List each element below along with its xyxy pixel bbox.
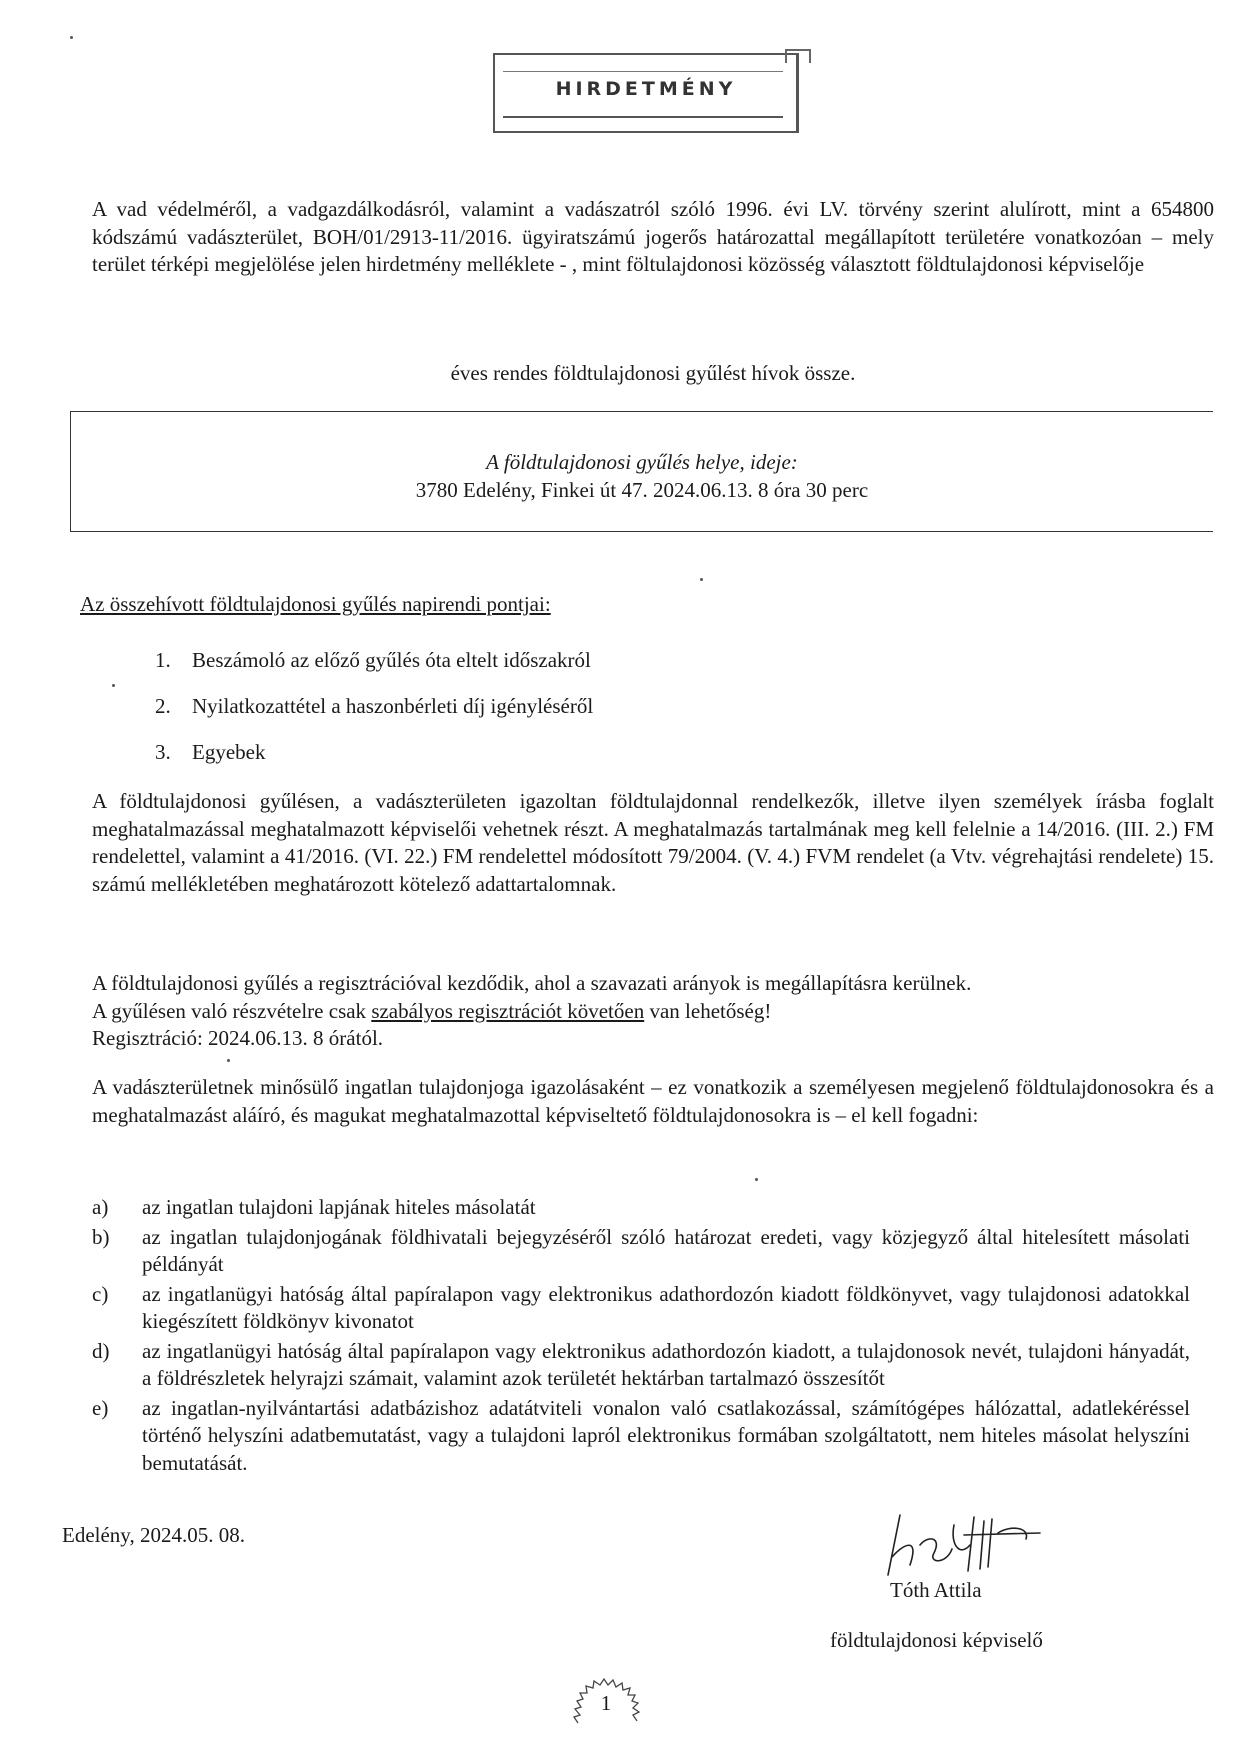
registration-line-1: A földtulajdonosi gyűlés a regisztrációval kezdődik, ahol a szavazati arányok is megállapításra kerülnek. [92, 971, 972, 995]
proof-paragraph: A vadászterületnek minősülő ingatlan tulajdonjoga igazolásaként – ez vonatkozik a személyesen megjelenő földtulajdonosokra és a meghatalmazást aláíró, és magukat meghatalmazottal képviseltető földtulajdonosokra is – el kell fogadni: [92, 1075, 1214, 1127]
agenda-title: Az összehívott földtulajdonosi gyűlés napirendi pontjai: [80, 592, 551, 616]
registration-block [92, 970, 1214, 1053]
handwritten-signature [880, 1505, 1060, 1585]
proof-document-list [92, 1194, 1190, 1479]
agenda-text: Beszámoló az előző gyűlés óta eltelt időszakról [192, 648, 591, 672]
title-banner [493, 53, 811, 137]
signer-role: földtulajdonosi képviselő [830, 1628, 1043, 1652]
intro-paragraph: A vad védelméről, a vadgazdálkodásról, valamint a vadászatról szóló 1996. évi LV. törvény szerint alulírott, mint a 654800 kódszámú vadászterület, BOH/01/2913-11/2016. ügyiratszámú jogerős határozattal megállapított területére vonatkozóan – mely terület térképi megjelölése jelen hirdetmény melléklete - , mint föltulajdonosi közösség választott földtulajdonosi képviselője [92, 197, 1214, 276]
proof-item [92, 1395, 1190, 1478]
page-number: 1 [600, 1691, 612, 1715]
issue-date: Edelény, 2024.05. 08. [62, 1523, 245, 1547]
agenda-number: 1. [155, 648, 171, 672]
meeting-info-box [70, 411, 1213, 532]
registration-emphasis: szabályos regisztrációt követően [371, 998, 645, 1023]
agenda-number: 2. [155, 694, 171, 718]
proof-item-letter: e) [92, 1395, 109, 1420]
scan-speck [112, 684, 115, 687]
agenda-item [155, 648, 591, 673]
proof-item [92, 1281, 1190, 1336]
proof-item-text: az ingatlanügyi hatóság által papíralapon vagy elektronikus adathordozón kiadott, a tulajdonosok nevét, tulajdoni hányadát, a földrészletek helyrajzi számait, valamint azok területét hektárban tartalmazó összesítőt [142, 1338, 1190, 1390]
participation-paragraph: A földtulajdonosi gyűlésen, a vadászterületen igazoltan földtulajdonnal rendelkezők, illetve ilyen személyek írásba foglalt meghatalmazással meghatalmazott képviselői vehetnek részt. A meghatalmazás tartalmának meg kell felelnie a 14/2016. (III. 2.) FM rendelettel, valamint a 41/2016. (VI. 22.) FM rendelettel módosított 79/2004. (V. 4.) FVM rendelet (a Vtv. végrehajtási rendelete) 15. számú mellékletében meghatározott kötelező adattartalomnak. [92, 789, 1214, 896]
signer-name: Tóth Attila [890, 1578, 982, 1602]
document-title: HIRDETMÉNY [555, 78, 737, 100]
scan-speck [700, 578, 703, 581]
proof-item-text: az ingatlan tulajdoni lapjának hiteles másolatát [142, 1195, 536, 1219]
proof-item-letter: d) [92, 1338, 110, 1363]
page-number-stamp [570, 1677, 642, 1729]
scan-speck [70, 36, 73, 39]
registration-line-2 [92, 998, 1214, 1026]
proof-item-letter: a) [92, 1195, 109, 1219]
agenda-number: 3. [155, 740, 171, 764]
scan-speck [227, 1059, 230, 1062]
registration-time: Regisztráció: 2024.06.13. 8 órától. [92, 1026, 384, 1050]
proof-item [92, 1194, 1190, 1222]
meeting-place-time: 3780 Edelény, Finkei út 47. 2024.06.13. 8 óra 30 perc [415, 478, 869, 502]
proof-item [92, 1224, 1190, 1279]
agenda-item [155, 694, 593, 719]
registration-line-2-start: A gyűlésen való részvételre csak [92, 998, 372, 1023]
proof-item-text: az ingatlanügyi hatóság által papíralapon vagy elektronikus adathordozón kiadott földkönyvet, vagy tulajdonosi adatokkal kiegészített földkönyv kivonatot [142, 1281, 1190, 1333]
proof-item-letter: c) [92, 1281, 109, 1306]
title-frame-tab [785, 49, 811, 63]
agenda-text: Egyebek [192, 740, 266, 764]
proof-item-text: az ingatlan tulajdonjogának földhivatali bejegyzéséről szóló határozat eredeti, vagy közjegyző által hitelesített másolati példányát [142, 1224, 1190, 1276]
meeting-label: A földtulajdonosi gyűlés helye, ideje: [486, 450, 798, 474]
agenda-item [155, 740, 265, 765]
scan-speck [755, 1178, 758, 1181]
agenda-text: Nyilatkozattétel a haszonbérleti díj igényléséről [192, 694, 594, 718]
proof-item-letter: b) [92, 1224, 110, 1249]
proof-item [92, 1338, 1190, 1393]
registration-line-2-end: van lehetőség! [644, 998, 772, 1023]
call-line: éves rendes földtulajdonosi gyűlést hívok össze. [450, 361, 856, 385]
proof-item-text: az ingatlan-nyilvántartási adatbázishoz adatátviteli vonalon való csatlakozással, számítógépes hálózattal, adatlekéréssel történő helyszíni adatbemutatást, vagy a tulajdoni lapról elektronikus formában szolgáltatott, nem hiteles másolat helyszíni bemutatását. [142, 1395, 1190, 1475]
